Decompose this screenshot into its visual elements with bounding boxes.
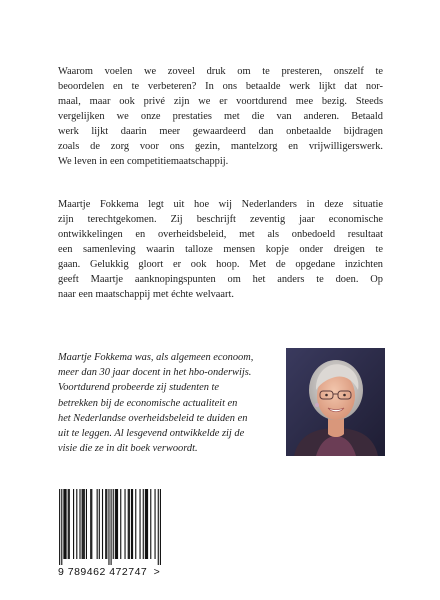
blurb-line: gaan. Gelukkig gloort er ook hoop. Met de opgedane inzichten xyxy=(58,259,383,270)
barcode-bar xyxy=(132,489,133,559)
barcode-bar xyxy=(158,489,159,565)
isbn-number xyxy=(58,566,198,578)
barcode-bars xyxy=(58,489,162,565)
barcode-bar xyxy=(61,489,62,565)
barcode-bar xyxy=(64,489,65,559)
barcode-bar xyxy=(91,489,92,559)
blurb-line: We leven in een competitiemaatschappij. xyxy=(58,156,229,167)
barcode-bar xyxy=(154,489,155,559)
barcode-bar xyxy=(143,489,144,559)
blurb-line: Maartje Fokkema legt uit hoe wij Nederlanders in deze situatie xyxy=(58,199,383,210)
barcode-bar xyxy=(68,489,69,559)
barcode-bar xyxy=(124,489,125,559)
author-photo xyxy=(286,348,385,456)
barcode-bar xyxy=(116,489,117,559)
blurb-line: geeft Maartje aanknopingspunten om het anders te doen. Op xyxy=(58,274,383,285)
barcode-bar xyxy=(63,489,64,559)
barcode-bar xyxy=(108,489,109,565)
barcode-bar xyxy=(131,489,132,559)
author-bio-line: het Nederlandse overheidsbeleid te duiden en xyxy=(58,412,248,424)
author-bio-line: Maartje Fokkema was, als algemeen econoom, xyxy=(58,352,254,363)
blurb-paragraph-2 xyxy=(58,197,383,302)
barcode-bar xyxy=(129,489,130,559)
barcode-bar xyxy=(117,489,118,559)
barcode-bar xyxy=(73,489,74,559)
barcode-bar xyxy=(66,489,67,559)
author-bio-line: uit te leggen. Al lesgevend ontwikkelde zij de xyxy=(58,428,245,440)
barcode-bar xyxy=(150,489,151,559)
isbn-digits: 9 789462 472747 xyxy=(58,566,148,578)
barcode-bar xyxy=(160,489,161,565)
barcode-bar xyxy=(90,489,91,559)
barcode-bar xyxy=(106,489,107,559)
blurb-line: Waarom voelen we zoveel druk om te presteren, onszelf te xyxy=(58,66,383,77)
blurb-line: vergelijken we onze prestaties met die van anderen. Betaald xyxy=(58,111,383,122)
author-portrait-illustration xyxy=(286,348,385,456)
barcode-bar xyxy=(128,489,129,559)
barcode-bar xyxy=(76,489,77,559)
barcode-bar xyxy=(147,489,148,559)
blurb-paragraph-1 xyxy=(58,64,383,169)
blurb-line: zijn terechtgekomen. Zij beschrijft zeventig jaar economische xyxy=(58,214,383,225)
barcode-bar xyxy=(111,489,112,565)
author-bio-line: Voortdurend probeerde zij studenten te xyxy=(58,382,220,394)
barcode-bar xyxy=(97,489,98,559)
barcode-bar xyxy=(139,489,140,559)
blurb-line: ontwikkelingen en overheidsbeleid, met als onbedoeld resultaat xyxy=(58,229,383,240)
barcode-bar xyxy=(120,489,121,559)
blurb-line: zoals de zorg voor ons gezin, mantelzorg en vrijwilligerswerk. xyxy=(58,141,383,152)
author-bio xyxy=(58,350,278,456)
barcode-bar xyxy=(69,489,70,559)
author-bio-line: visie die ze in dit boek verwoordt. xyxy=(58,443,198,455)
barcode xyxy=(58,489,162,571)
barcode-bar xyxy=(82,489,83,559)
barcode-bar xyxy=(59,489,60,565)
barcode-bar xyxy=(105,489,106,559)
barcode-bar xyxy=(113,489,114,559)
blurb-line: een samenleving waarin talloze mensen kopje onder dreigen te xyxy=(58,244,383,255)
barcode-end-marker: > xyxy=(153,566,161,578)
barcode-bar xyxy=(115,489,116,559)
barcode-bar xyxy=(146,489,147,559)
barcode-bar xyxy=(79,489,80,559)
barcode-bar xyxy=(84,489,85,559)
barcode-bar xyxy=(99,489,100,559)
barcode-bar xyxy=(86,489,87,559)
blurb-line: naar een maatschappij met échte welvaart. xyxy=(58,289,234,300)
barcode-bar xyxy=(145,489,146,559)
blurb-line: maal, maar ook privé zijn we er voortdurend mee bezig. Steeds xyxy=(58,96,383,107)
barcode-bar xyxy=(135,489,136,559)
author-bio-line: meer dan 30 jaar docent in het hbo-onderwijs. xyxy=(58,367,252,379)
author-bio-line: betrekken bij de economische actualiteit en xyxy=(58,397,238,409)
barcode-bar xyxy=(102,489,103,559)
barcode-bar xyxy=(83,489,84,559)
blurb-line: werk lijkt daarin meer gewaardeerd dan onbetaalde bijdragen xyxy=(58,126,383,137)
blurb-line: beoordelen en te verbeteren? In ons betaalde werk lijkt dat nor- xyxy=(58,81,383,92)
